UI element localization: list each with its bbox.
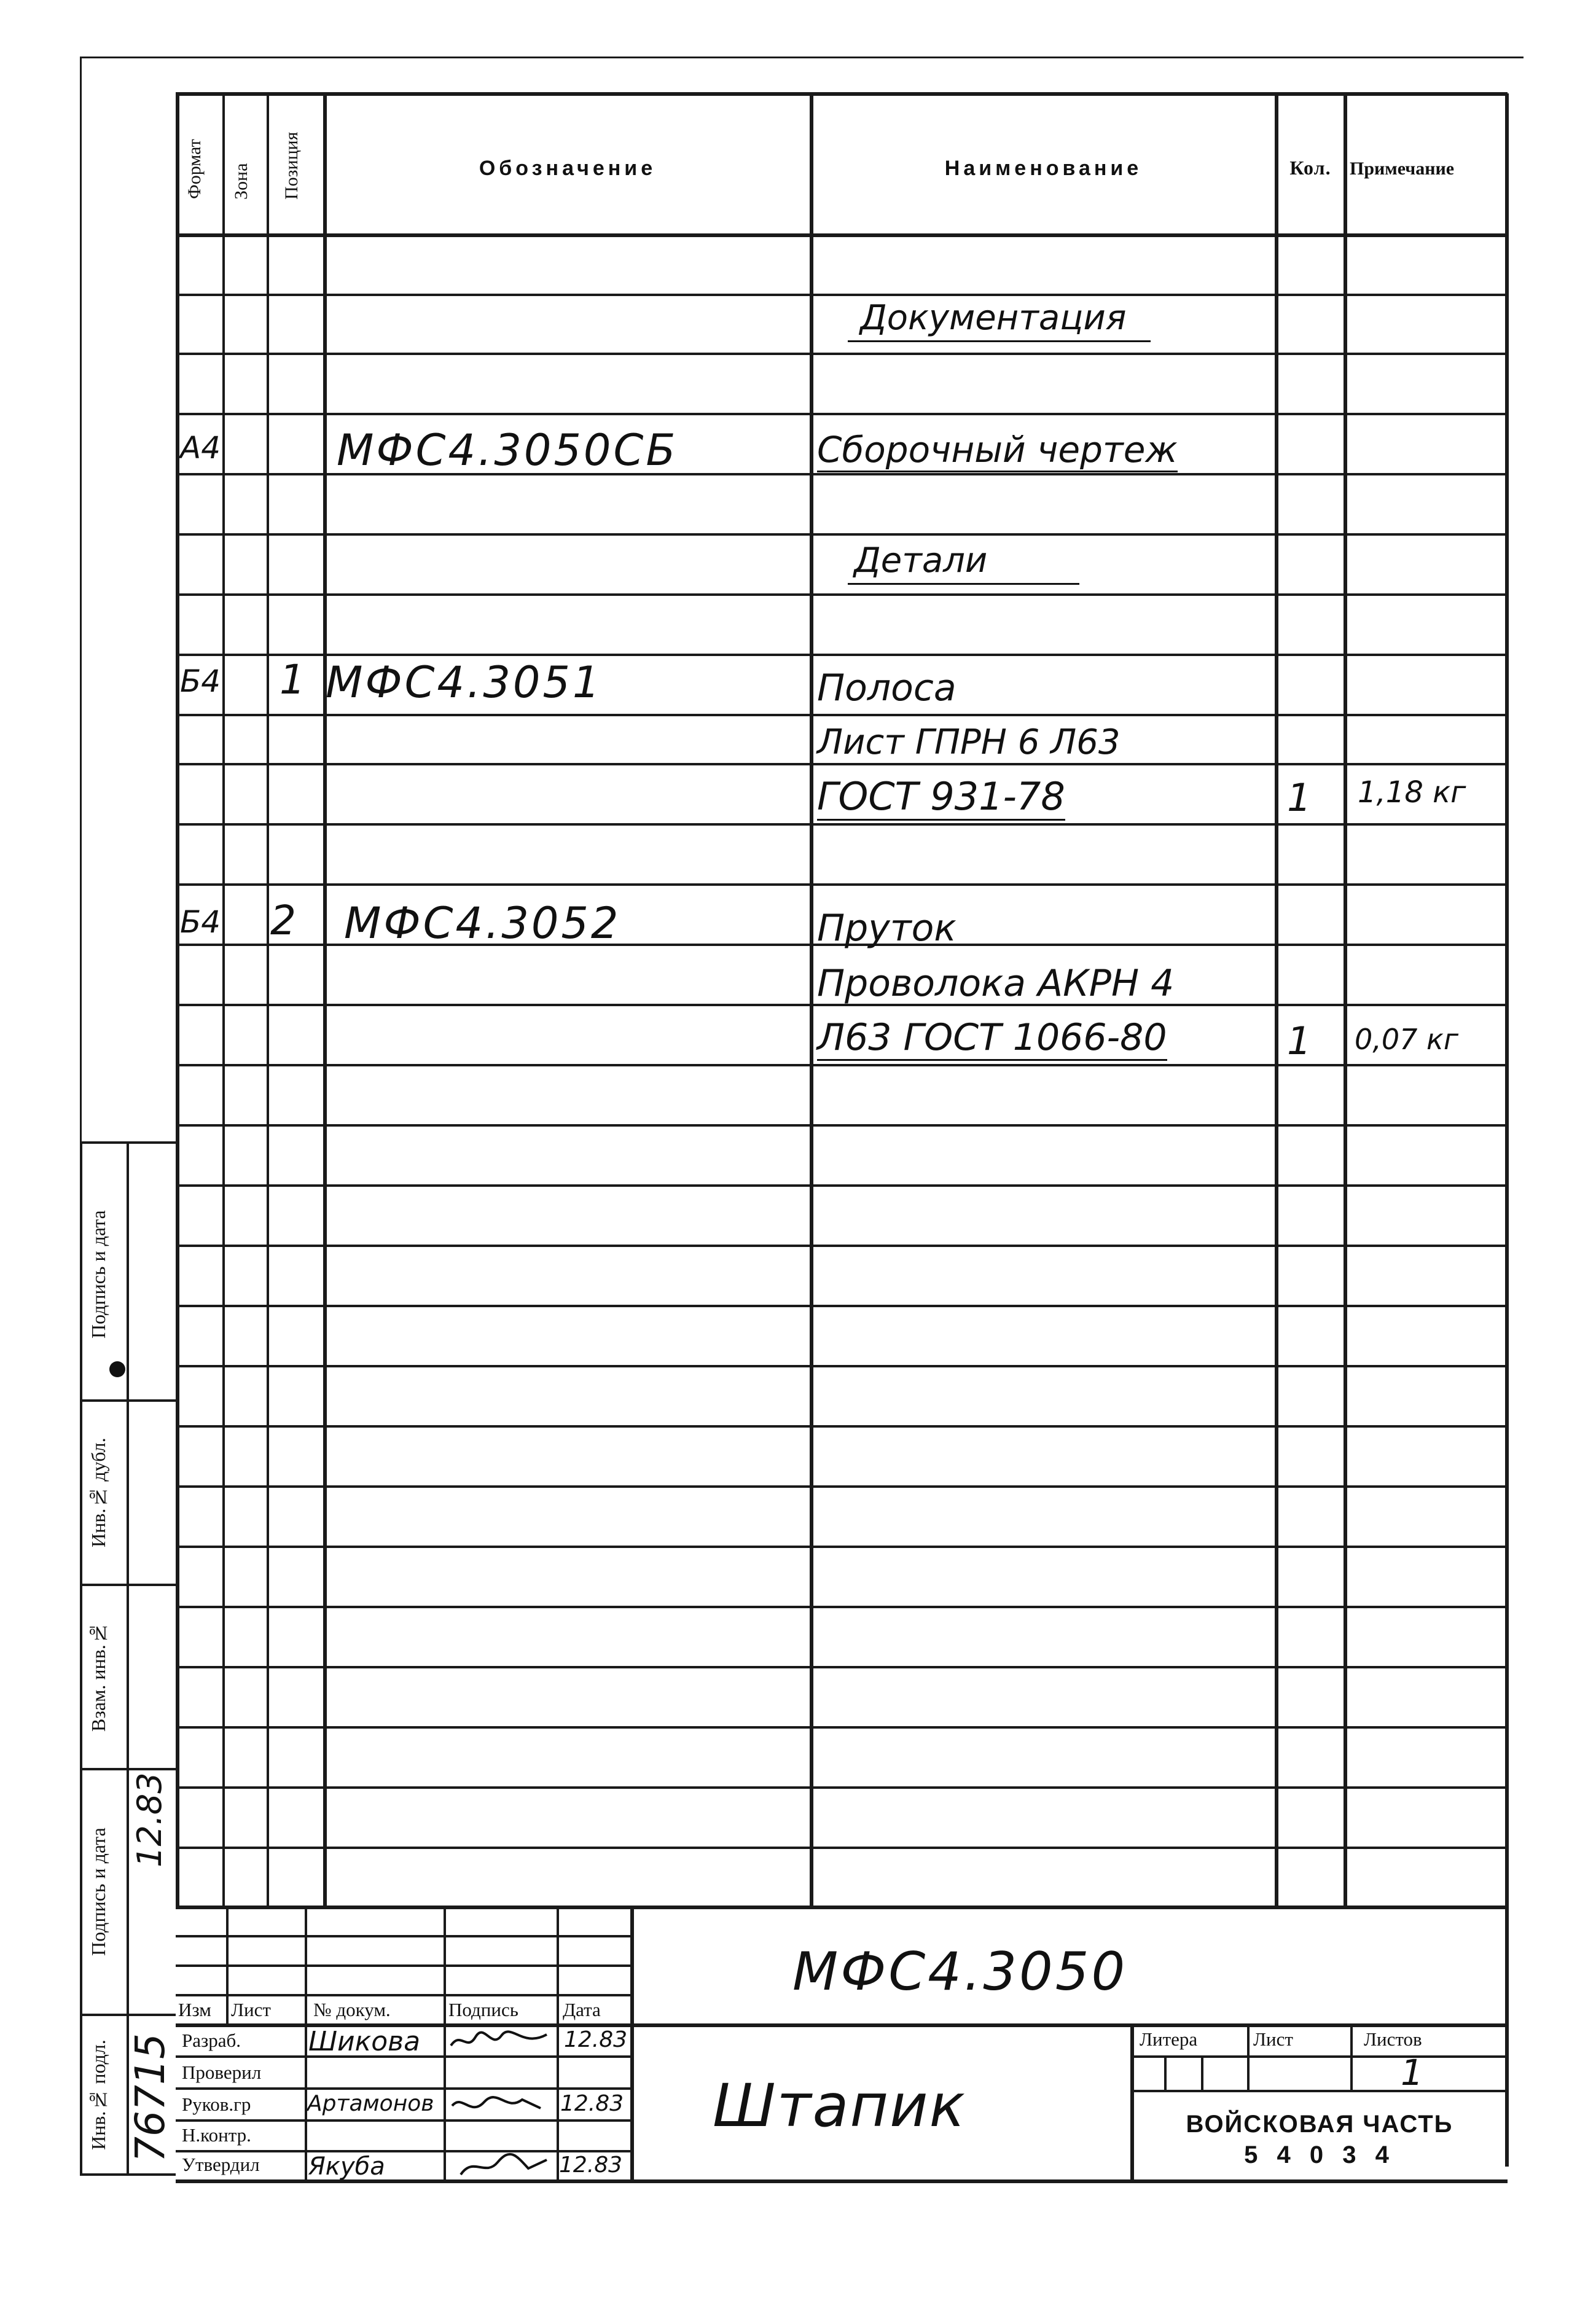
row2-position: 1 xyxy=(280,656,305,703)
tb-signature-razrab xyxy=(448,2027,553,2054)
header-note: Примечание xyxy=(1350,158,1455,179)
header-position: Позиция xyxy=(281,131,302,200)
row3-format: Б4 xyxy=(180,904,221,940)
stamp-sign-date: 12.83 xyxy=(130,1772,169,1867)
tb-listov-value: 1 xyxy=(1401,2052,1423,2093)
tb-col-podp: Подпись xyxy=(448,1999,518,2020)
tb-date-3: 12.83 xyxy=(559,2152,623,2178)
section-parts: Детали xyxy=(848,541,1079,585)
stamp-podpis-data-top: Подпись и дата xyxy=(87,1210,109,1339)
header-zone: Зона xyxy=(231,163,251,200)
row3-designation: МФС4.3052 xyxy=(344,898,621,948)
header-name: Наименование xyxy=(944,157,1143,180)
tb-rukov-name: Артамонов xyxy=(307,2091,434,2116)
row2-qty: 1 xyxy=(1287,775,1312,820)
row1-name: Сборочный чертеж xyxy=(817,429,1178,472)
stamp-inv-dubl: Инв.№ дубл. xyxy=(87,1437,109,1548)
tb-razrab: Разраб. xyxy=(182,2030,241,2051)
tb-proveril: Проверил xyxy=(182,2062,262,2083)
row3-name-1: Пруток xyxy=(817,907,956,950)
row3-name-2: Проволока АКРН 4 xyxy=(817,962,1175,1005)
header-qty: Кол. xyxy=(1289,157,1331,179)
tb-utverdil-name: Якуба xyxy=(308,2152,385,2181)
row3-position: 2 xyxy=(270,897,296,944)
tb-col-ndoc: № докум. xyxy=(313,1999,391,2020)
tb-col-list: Лист xyxy=(231,1999,271,2020)
tb-signature-rukov xyxy=(448,2091,553,2118)
tb-utverdil: Утвердил xyxy=(182,2154,260,2175)
stamp-vzam-inv: Взам. инв.№ xyxy=(87,1622,109,1732)
tb-date-1: 12.83 xyxy=(564,2027,628,2052)
row2-name-2: Лист ГПРН 6 Л63 xyxy=(817,722,1121,762)
row2-note: 1,18 кг xyxy=(1358,775,1466,810)
tb-litera: Литера xyxy=(1140,2028,1198,2050)
row3-qty: 1 xyxy=(1287,1018,1312,1063)
tb-org-line-1: ВОЙСКОВАЯ ЧАСТЬ xyxy=(1186,2111,1453,2138)
stamp-dot xyxy=(109,1361,125,1377)
row3-name-3: Л63 ГОСТ 1066-80 xyxy=(817,1016,1167,1061)
tb-razrab-name: Шикова xyxy=(308,2026,421,2057)
row1-format: А4 xyxy=(180,430,221,466)
tb-signature-utverdil xyxy=(455,2150,553,2179)
header-format: Формат xyxy=(184,139,205,199)
tb-rukov: Руков.гр xyxy=(182,2093,251,2115)
tb-date-2: 12.83 xyxy=(560,2091,624,2116)
tb-doc-title: Штапик xyxy=(713,2071,966,2140)
tb-org-line-2: 5 4 0 3 4 xyxy=(1244,2141,1395,2168)
row2-name-3: ГОСТ 931-78 xyxy=(817,774,1065,821)
section-documentation: Документация xyxy=(848,298,1151,342)
stamp-inv-podl: Инв.№ подл. xyxy=(87,2039,109,2150)
tb-list: Лист xyxy=(1253,2028,1293,2050)
stamp-inv-number: 76715 xyxy=(127,2033,174,2162)
tb-col-izm: Изм xyxy=(178,1999,211,2020)
row2-name-1: Полоса xyxy=(817,666,956,710)
row1-designation: МФС4.3050СБ xyxy=(337,425,678,475)
tb-col-data: Дата xyxy=(563,1999,601,2020)
row2-designation: МФС4.3051 xyxy=(326,657,603,708)
tb-nkontr: Н.контр. xyxy=(182,2124,251,2146)
header-designation: Обозначение xyxy=(479,157,657,180)
tb-doc-designation: МФС4.3050 xyxy=(792,1941,1128,2003)
row2-format: Б4 xyxy=(180,663,221,699)
stamp-podpis-data-bottom: Подпись и дата xyxy=(87,1828,109,1957)
tb-listov: Листов xyxy=(1364,2028,1422,2050)
row3-note: 0,07 кг xyxy=(1355,1023,1458,1056)
